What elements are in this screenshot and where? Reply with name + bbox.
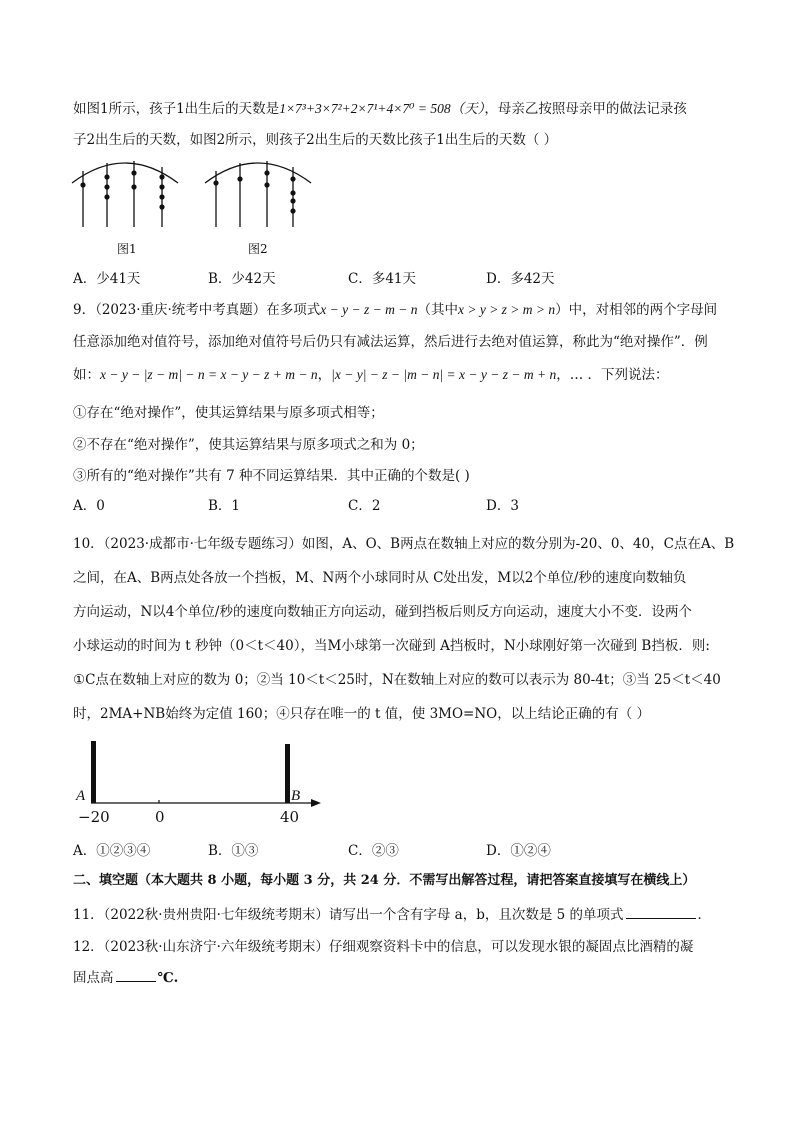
q9-statement-1: ①存在“绝对操作”，使其运算结果与原多项式相等； [73, 405, 384, 421]
q10-line3: 方向运动，N以4个单位/秒的速度向数轴正方向运动，碰到挡板后则反方向运动，速度大小不变．设两个 [73, 604, 692, 620]
q9-condition: x > y > z > m > n [457, 302, 556, 317]
q10-line4: 小球运动的时间为 t 秒钟（0＜t＜40），当M小球第一次碰到 A挡板时，N小球刚好第一次碰到 B挡板．则: [73, 638, 710, 654]
q12-line2: 固点高 ℃. [73, 967, 178, 987]
axis-arrow [311, 799, 321, 807]
q8-line1: 如图1所示，孩子1出生后的天数是1×7³+3×7²+2×7¹+4×7⁰ = 508（天），母亲乙按照母亲甲的做法记录孩 [73, 101, 687, 117]
q10-line5: ①C点在数轴上对应的数为 0；②当 10＜t＜25时，N在数轴上对应的数可以表示为 80-4t；③当 25＜t＜40 [73, 672, 721, 688]
q9-statement-2: ②不存在“绝对操作”，使其运算结果与原多项式之和为 0； [73, 437, 424, 453]
q9-line1: 9．（2023·重庆·统考中考真题）在多项式x − y − z − m − n（其中x > y > z > m > n）中，对相邻的两个字母间 [73, 302, 718, 318]
q8-option-a[interactable]: A．少41天 [73, 271, 141, 287]
q9-example-2: |x − y| − z − |m − n| = x − y − z − m + n [331, 367, 557, 382]
axis-label-a: A [76, 788, 86, 804]
figure-1 [70, 155, 180, 235]
q8-option-d[interactable]: D．多42天 [486, 271, 555, 287]
q10-option-d[interactable]: D．①②④ [486, 843, 551, 859]
barrier-b [285, 744, 290, 803]
q10-option-c[interactable]: C．②③ [348, 843, 399, 859]
q8-formula: 1×7³+3×7²+2×7¹+4×7⁰ = 508（天） [279, 101, 485, 116]
section-2-title: 二、填空题（本大题共 8 小题，每小题 3 分，共 24 分．不需写出解答过程，请把答案直接填写在横线上） [73, 873, 696, 888]
axis-label-b: B [291, 788, 301, 804]
figure-2 [203, 155, 313, 235]
figure-1-caption: 图1 [117, 242, 137, 256]
q9-option-a[interactable]: A．0 [73, 498, 105, 514]
q8-option-c[interactable]: C．多41天 [348, 271, 417, 287]
q9-line2: 任意添加绝对值符号，添加绝对值符号后仍只有减法运算，然后进行去绝对值运算，称此为“绝对操作”．例 [73, 334, 708, 350]
q10-line6: 时，2MA+NB始终为定值 160；④只存在唯一的 t 值，使 3MO=NO，以上结论正确的有（ ） [73, 706, 651, 722]
figure-2-caption: 图2 [248, 242, 268, 256]
tick-label-neg20: −20 [78, 808, 110, 826]
q10-option-a[interactable]: A．①②③④ [73, 843, 151, 859]
barrier-a [91, 741, 96, 803]
q12-answer-blank[interactable] [116, 967, 156, 982]
tick-label-0: 0 [155, 808, 165, 826]
q9-option-b[interactable]: B．1 [208, 498, 241, 514]
q9-line3: 如：x − y − |z − m| − n = x − y − z + m − n，|x − y| − z − |m − n| = x − y − z − m + n，… ．下列说法： [73, 367, 669, 383]
q11-line: 11．（2022秋·贵州贵阳·七年级统考期末）请写出一个含有字母 a，b，且次数是 5 的单项式 ． [73, 904, 711, 924]
tick-label-40: 40 [280, 808, 300, 826]
q10-option-b[interactable]: B．①③ [208, 843, 259, 859]
q10-line2: 之间，在A、B两点处各放一个挡板，M、N两个小球同时从 C处出发，M以2个单位/秒的速度向数轴负 [73, 570, 687, 586]
q11-answer-blank[interactable] [626, 904, 696, 919]
q10-line1: 10．（2023·成都市·七年级专题练习）如图，A、O、B两点在数轴上对应的数分别为-20、0、40，C点在A、B [73, 536, 735, 552]
q8-option-b[interactable]: B．少42天 [208, 271, 276, 287]
q9-option-c[interactable]: C．2 [348, 498, 381, 514]
q9-statement-3: ③所有的“绝对操作”共有 7 种不同运算结果．其中正确的个数是( ) [73, 468, 470, 484]
q9-example-1: x − y − |z − m| − n = x − y − z + m − n [100, 367, 318, 382]
q9-option-d[interactable]: D．3 [486, 498, 519, 514]
q9-polynomial: x − y − z − m − n [320, 302, 418, 317]
q8-line2: 子2出生后的天数，如图2所示，则孩子2出生后的天数比孩子1出生后的天数（ ） [73, 132, 558, 148]
q12-line1: 12．（2023秋·山东济宁·六年级统考期末）仔细观察资料卡中的信息，可以发现水银的凝固点比酒精的凝 [73, 939, 694, 955]
